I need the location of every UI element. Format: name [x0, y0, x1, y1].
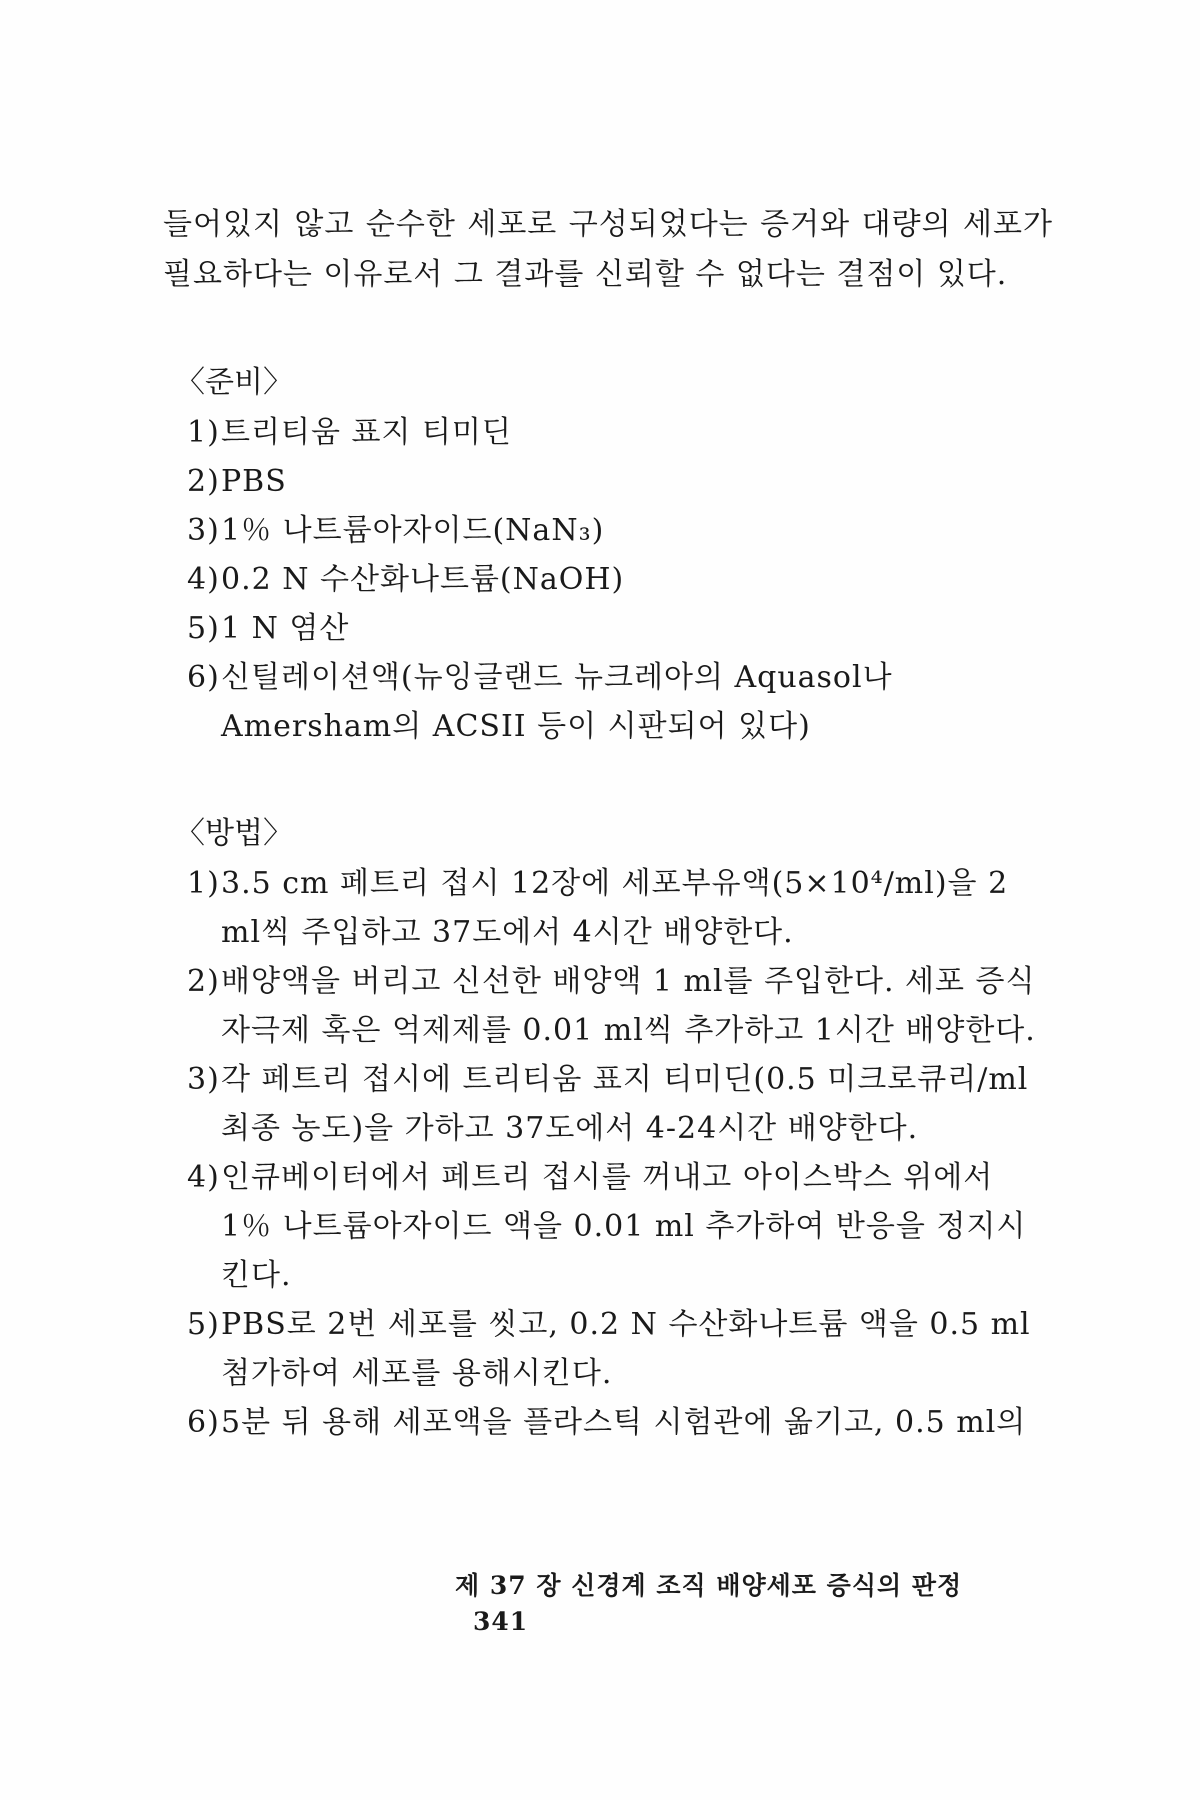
item-number: 2): [187, 964, 220, 999]
item-text: PBS: [221, 464, 287, 499]
item-number: 1): [187, 415, 220, 450]
list-item: [163, 457, 1053, 506]
item-number: 3): [187, 513, 220, 548]
item-number: 5): [187, 1307, 220, 1342]
item-number: 1): [187, 866, 220, 901]
item-number: 4): [187, 1160, 220, 1195]
list-item: [163, 604, 1053, 653]
item-number: 5): [187, 611, 220, 646]
item-number: 4): [187, 562, 220, 597]
intro-paragraph: 들어있지 않고 순수한 세포로 구성되었다는 증거와 대량의 세포가 필요하다는 이유로서 그 결과를 신뢰할 수 없다는 결점이 있다.: [163, 207, 1053, 292]
item-number: 6): [187, 660, 220, 695]
item-text: 배양액을 버리고 신선한 배양액 1 ml를 주입한다. 세포 증식 자극제 혹은 억제제를 0.01 ml씩 추가하고 1시간 배양한다.: [221, 964, 1036, 1048]
method-list: [163, 859, 1053, 1447]
running-footer: [455, 1568, 1025, 1640]
list-item: [163, 506, 1053, 555]
item-text: PBS로 2번 세포를 씻고, 0.2 N 수산화나트륨 액을 0.5 ml 첨가하여 세포를 용해시킨다.: [221, 1307, 1031, 1391]
list-item: [163, 1398, 1053, 1447]
page-number: 341: [473, 1607, 529, 1636]
page-content: [163, 200, 1053, 1447]
item-number: 3): [187, 1062, 220, 1097]
list-item: [163, 859, 1053, 957]
item-text: 신틸레이션액(뉴잉글랜드 뉴크레아의 Aquasol나 Amersham의 ACSII 등이 시판되어 있다): [221, 660, 893, 744]
list-item: [163, 1055, 1053, 1153]
list-item: [163, 408, 1053, 457]
preparation-list: [163, 408, 1053, 751]
item-text: 3.5 cm 페트리 접시 12장에 세포부유액(5×10⁴/ml)을 2 ml씩 주입하고 37도에서 4시간 배양한다.: [221, 866, 1009, 950]
item-text: 5분 뒤 용해 세포액을 플라스틱 시험관에 옮기고, 0.5 ml의: [221, 1405, 1027, 1440]
method-section: [163, 809, 1053, 1447]
item-number: 6): [187, 1405, 220, 1440]
item-text: 0.2 N 수산화나트륨(NaOH): [221, 562, 625, 597]
item-text: 트리티움 표지 티미딘: [221, 415, 512, 450]
list-item: [163, 957, 1053, 1055]
item-text: 인큐베이터에서 페트리 접시를 꺼내고 아이스박스 위에서 1％ 나트륨아자이드 액을 0.01 ml 추가하여 반응을 정지시킨다.: [221, 1160, 1027, 1293]
list-item: [163, 1153, 1053, 1300]
preparation-section: [163, 358, 1053, 751]
preparation-heading: 〈준비〉: [175, 365, 293, 400]
item-number: 2): [187, 464, 220, 499]
chapter-title: 제 37 장 신경계 조직 배양세포 증식의 판정: [455, 1571, 963, 1600]
item-text: 각 페트리 접시에 트리티움 표지 티미딘(0.5 미크로큐리/ml 최종 농도)을 가하고 37도에서 4-24시간 배양한다.: [221, 1062, 1029, 1146]
method-heading: 〈방법〉: [175, 816, 293, 851]
list-item: [163, 555, 1053, 604]
item-text: 1 N 염산: [221, 611, 350, 646]
list-item: [163, 1300, 1053, 1398]
list-item: [163, 653, 1053, 751]
item-text: 1％ 나트륨아자이드(NaN₃): [221, 513, 605, 548]
